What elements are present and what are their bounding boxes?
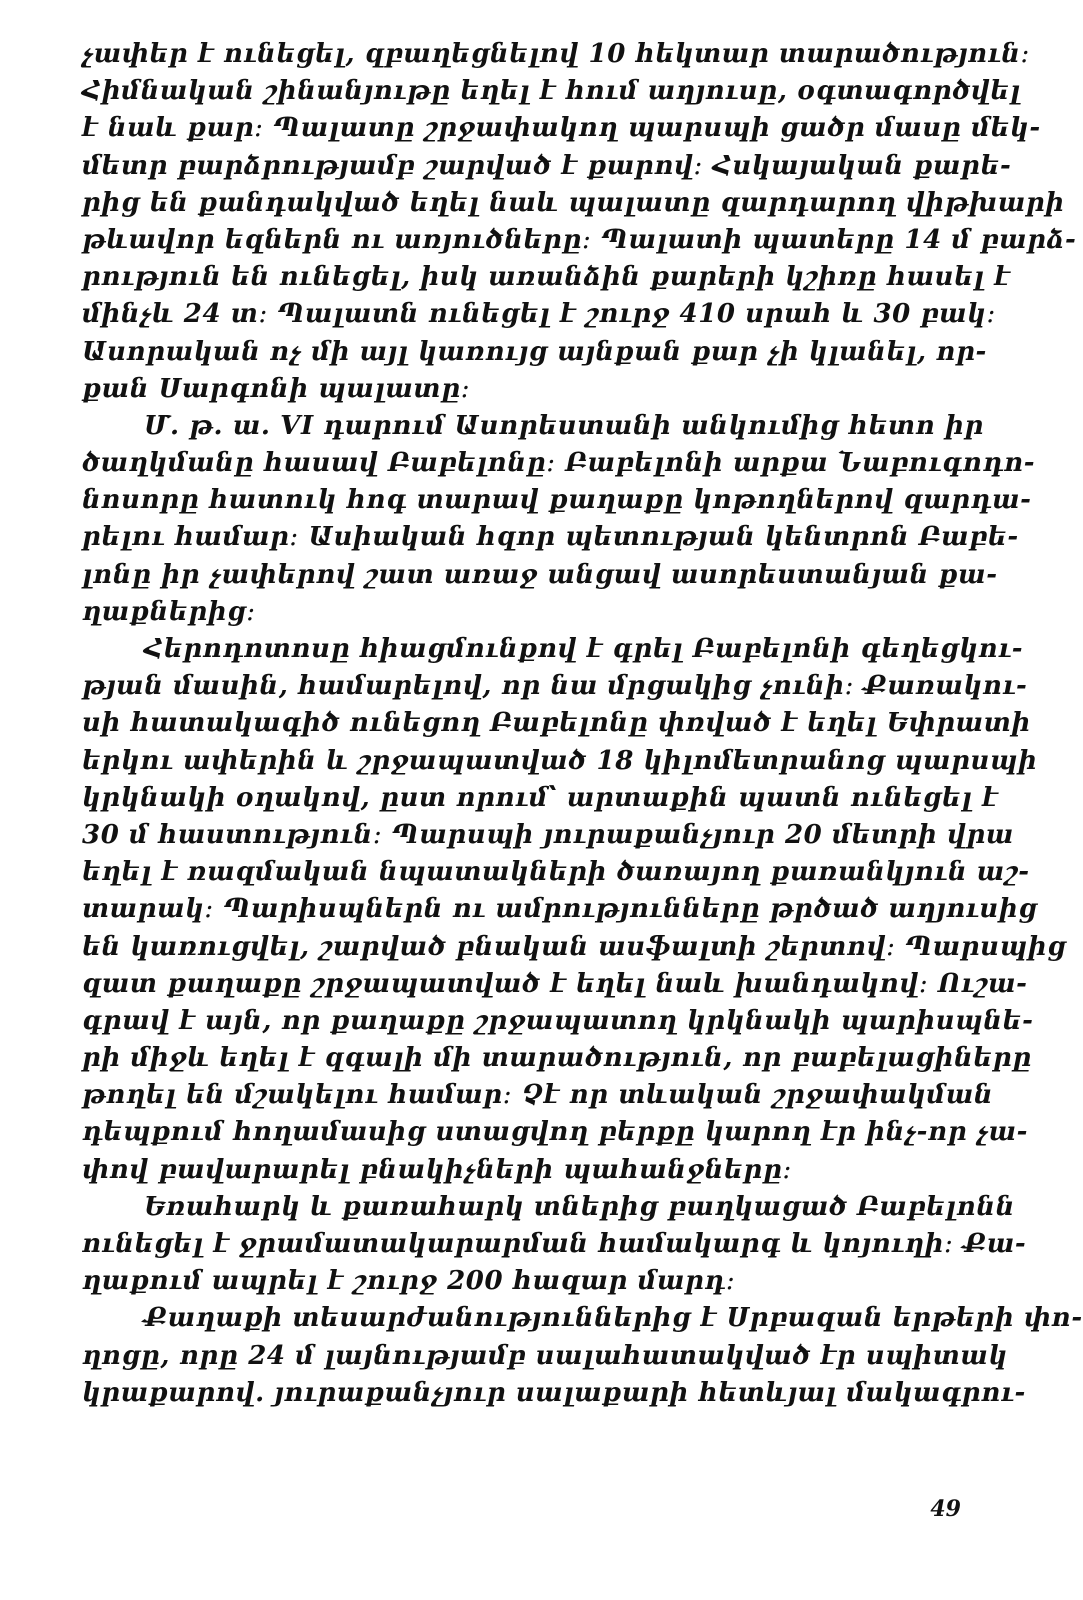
text-line: րություն են ունեցել, իսկ առանձին քարերի կշիռը հասել է	[82, 262, 1011, 293]
text-line: տարակ։ Պարիսպներն ու ամրությունները թրծած աղյուսից	[82, 894, 1038, 925]
text-line: են կառուցվել, շարված բնական ասֆալտի շերտով։ Պարսպից	[82, 931, 1067, 962]
text-line: Հերոդոտոսը հիացմունքով է գրել Բաբելոնի գեղեցկու-	[144, 634, 1024, 664]
text-line: չափեր է ունեցել, զբաղեցնելով 10 հեկտար տարածություն։	[82, 39, 1030, 69]
text-line: րի միջև եղել է զգալի մի տարածություն, որ բաբելացիները	[82, 1043, 1032, 1074]
text-line: փով բավարարել բնակիչների պահանջները։	[82, 1154, 792, 1185]
body-text	[82, 36, 1083, 1412]
text-line: երկու ափերին և շրջապատված 18 կիլոմետրանոց պարսպի	[82, 745, 1038, 776]
text-line: լոնը իր չափերով շատ առաջ անցավ ասորեստանյան քա-	[82, 559, 998, 590]
text-line: ունեցել է ջրամատակարարման համակարգ և կոյուղի։ Քա-	[82, 1229, 1027, 1259]
text-line: գրավ է այն, որ քաղաքը շրջապատող կրկնակի պարիսպնե-	[82, 1005, 1034, 1036]
text-line: 30 մ հաստություն։ Պարսպի յուրաքանչյուր 20 մետրի վրա	[82, 819, 1014, 850]
text-line: Մ. թ. ա. VI դարում Ասորեստանի անկումից հետո իր	[144, 410, 984, 441]
text-line: թողել են մշակելու համար։ Չէ որ տևական շրջափակման	[82, 1080, 994, 1111]
text-line: ղոցը, որը 24 մ լայնությամբ սալահատակված էր սպիտակ	[82, 1340, 1008, 1371]
text-line: թևավոր եզներն ու առյուծները։ Պալատի պատերը 14 մ բարձ-	[82, 224, 1077, 255]
text-line: ծաղկմանը հասավ Բաբելոնը։ Բաբելոնի արքա Նաբուգոդո-	[82, 448, 1036, 479]
text-line: Ասորական ոչ մի այլ կառույց այնքան քար չի կլանել, որ-	[82, 336, 987, 367]
page-number: 49	[930, 1496, 961, 1522]
text-line: Եռահարկ և քառահարկ տներից բաղկացած Բաբելոնն	[144, 1191, 1015, 1222]
text-line: րելու համար։ Ասիական հզոր պետության կենտրոն Բաբե-	[82, 522, 1019, 553]
text-line: սի հատակագիծ ունեցող Բաբելոնը փռված է եղել Եփրատի	[82, 708, 1031, 739]
text-line: մետր բարձրությամբ շարված է քարով։ Հսկայական քարե-	[82, 150, 1012, 181]
text-line: նոսորը հատուկ հոգ տարավ քաղաքը կոթողներով զարդա-	[82, 485, 1032, 516]
text-line: կրաքարով. յուրաքանչյուր սալաքարի հետևյալ մակագրու-	[82, 1377, 1026, 1408]
text-line: րից են քանդակված եղել նաև պալատը զարդարող վիթխարի	[82, 187, 1065, 218]
text-line: եղել է ռազմական նպատակների ծառայող քառանկյուն աշ-	[82, 857, 1030, 888]
text-line: կրկնակի օղակով, ըստ որում՝ արտաքին պատն ունեցել է	[82, 782, 999, 813]
text-line: Հիմնական շինանյութը եղել է հում աղյուսը, օգտագործվել	[82, 76, 1021, 107]
text-line: ղաքում ապրել է շուրջ 200 հազար մարդ։	[82, 1266, 736, 1297]
text-line: դեպքում հողամասից ստացվող բերքը կարող էր ինչ-որ չա-	[82, 1117, 1029, 1148]
text-line: ղաքներից։	[82, 596, 256, 627]
text-line: թյան մասին, համարելով, որ նա մրցակից չունի։ Քառակու-	[82, 671, 1028, 702]
text-line: Քաղաքի տեսարժանություններից է Սրբազան երթերի փո-	[144, 1303, 1083, 1334]
text-line: քան Սարգոնի պալատը։	[82, 373, 471, 404]
text-line: մինչև 24 տ։ Պալատն ունեցել է շուրջ 410 սրահ և 30 բակ։	[82, 299, 996, 330]
text-line: զատ քաղաքը շրջապատված է եղել նաև խանդակով։ Ուշա-	[82, 968, 1028, 999]
text-line: է նաև քար։ Պալատը շրջափակող պարսպի ցածր մասը մեկ-	[82, 113, 1041, 144]
